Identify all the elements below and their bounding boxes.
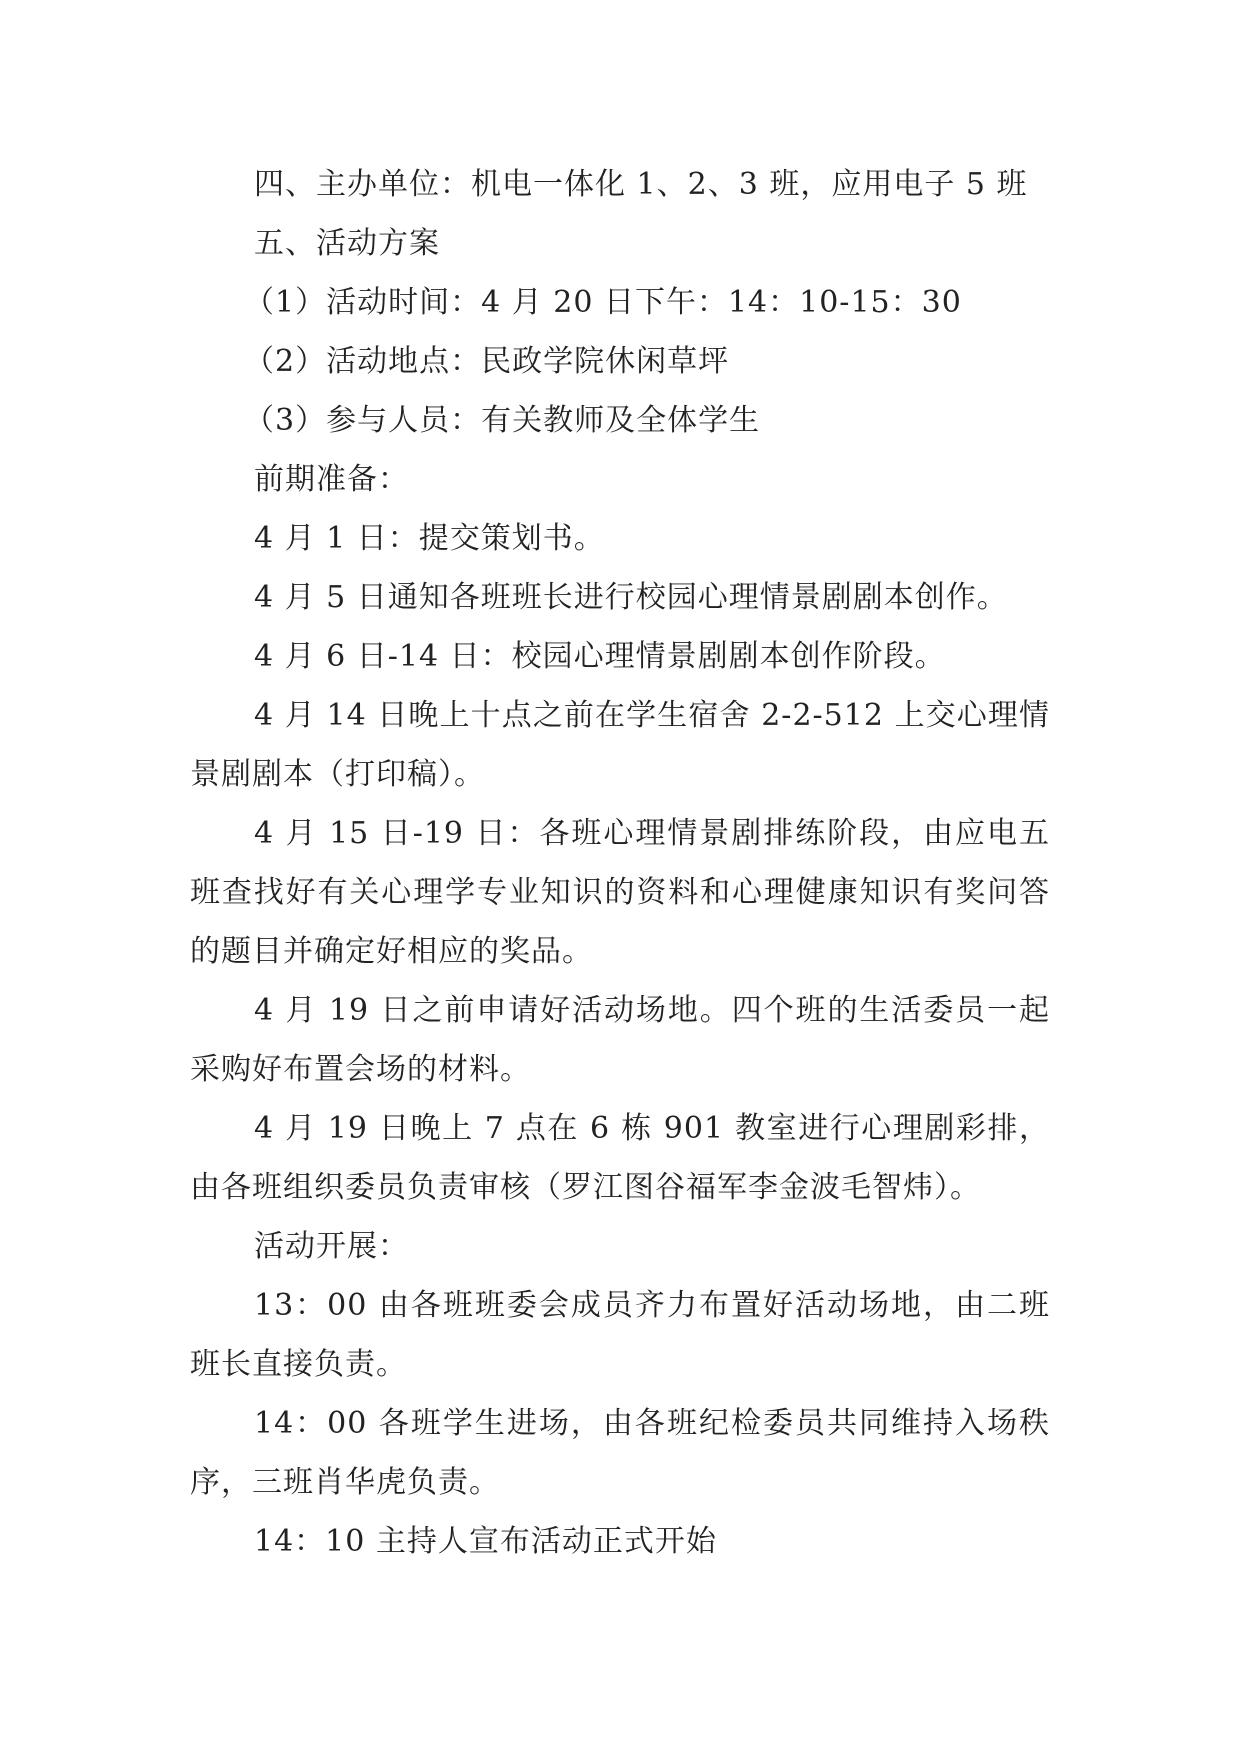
document-body [190, 155, 1050, 1571]
execution-paragraph: 14：10 主持人宣布活动正式开始 [254, 1524, 717, 1559]
preparation-heading: 前期准备： [254, 462, 409, 497]
execution-paragraph: 14：00 各班学生进场，由各班纪检委员共同维持入场秩序，三班肖华虎负责。 [190, 1406, 1050, 1500]
schedule-paragraph: 4 月 19 日之前申请好活动场地。四个班的生活委员一起采购好布置会场的材料。 [190, 993, 1050, 1087]
participants-item: （3）参与人员：有关教师及全体学生 [244, 403, 761, 438]
schedule-paragraph: 4 月 5 日通知各班班长进行校园心理情景剧剧本创作。 [254, 580, 1008, 615]
activity-location-item: （2）活动地点：民政学院休闲草坪 [244, 344, 730, 379]
execution-paragraph: 13：00 由各班班委会成员齐力布置好活动场地，由二班班长直接负责。 [190, 1288, 1050, 1382]
organizer-paragraph: 四、主办单位：机电一体化 1、2、3 班，应用电子 5 班 [254, 167, 1028, 202]
activity-execution-heading: 活动开展： [254, 1229, 409, 1264]
activity-time-item: （1）活动时间：4 月 20 日下午：14：10-15：30 [244, 285, 962, 320]
activity-plan-heading: 五、活动方案 [254, 226, 440, 261]
schedule-paragraph: 4 月 6 日-14 日：校园心理情景剧剧本创作阶段。 [254, 639, 946, 674]
schedule-paragraph: 4 月 14 日晚上十点之前在学生宿舍 2-2-512 上交心理情景剧剧本（打印稿）。 [190, 698, 1050, 792]
schedule-paragraph: 4 月 1 日：提交策划书。 [254, 521, 605, 556]
schedule-paragraph: 4 月 19 日晚上 7 点在 6 栋 901 教室进行心理剧彩排，由各班组织委员负责审核（罗江图谷福军李金波毛智炜）。 [190, 1111, 1050, 1205]
schedule-paragraph: 4 月 15 日-19 日：各班心理情景剧排练阶段，由应电五班查找好有关心理学专业知识的资料和心理健康知识有奖问答的题目并确定好相应的奖品。 [190, 816, 1050, 969]
